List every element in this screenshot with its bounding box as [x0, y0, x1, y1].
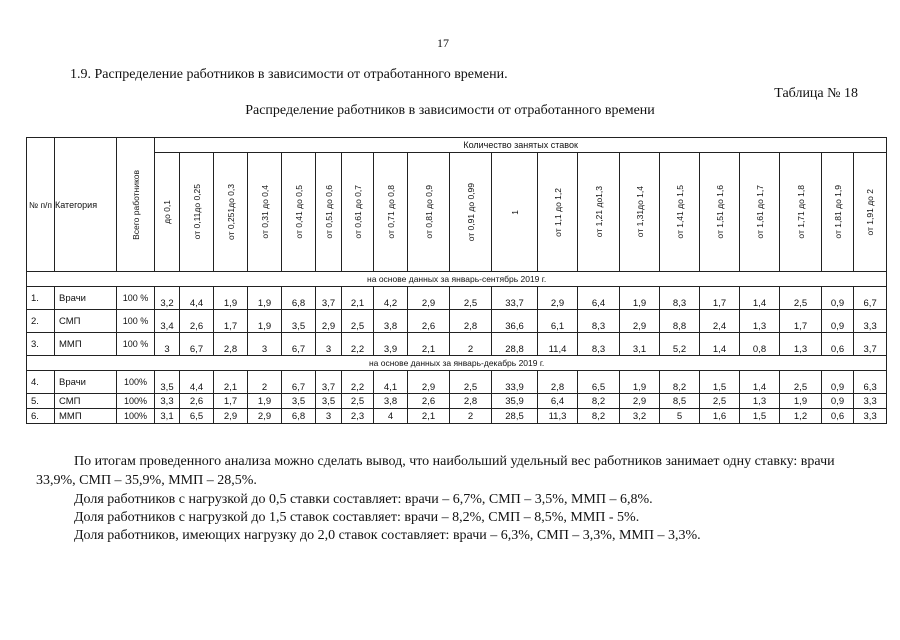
table-number: Таблица № 18 [774, 86, 858, 101]
table-cell: 3,4 [155, 310, 180, 333]
table-cell: 1,4 [700, 333, 740, 356]
col-header-qty [780, 153, 822, 272]
table-cell: 33,9 [492, 371, 538, 394]
table-cell: 3 [155, 333, 180, 356]
table-cell: 6,7 [854, 287, 887, 310]
table-row [27, 333, 887, 356]
distribution-table [26, 137, 887, 424]
table-cell: 6,7 [282, 371, 316, 394]
conclusion-4: Доля работников, имеющих нагрузку до 2,0 ставок составляет: врачи – 6,3%, СМП – 3,3%, ММП – 3,3%. [74, 528, 701, 543]
table-cell: 3,5 [282, 310, 316, 333]
row-category: ММП [55, 333, 117, 356]
col-header-qty-label: от 0,11до 0,25 [191, 184, 202, 240]
table-cell: 3,1 [620, 333, 660, 356]
col-header-qty [155, 153, 180, 272]
col-header-qty [180, 153, 214, 272]
table-cell: 8,5 [660, 394, 700, 409]
page-number: 17 [437, 36, 449, 50]
col-header-qty [492, 153, 538, 272]
table-cell: 2,6 [180, 394, 214, 409]
table-cell: 1,9 [214, 287, 248, 310]
table-cell: 1,2 [780, 409, 822, 424]
conclusion-2: Доля работников с нагрузкой до 0,5 ставки составляет: врачи – 6,7%, СМП – 3,5%, ММП – 6,8%. [74, 492, 653, 507]
col-header-qty [450, 153, 492, 272]
table-cell: 0,6 [822, 409, 854, 424]
table-cell: 11,4 [538, 333, 578, 356]
col-header-qty-label: от 0,71 до 0,8 [385, 185, 396, 239]
table-cell: 2,2 [342, 333, 374, 356]
col-header-qty-label: от 0,51 до 0,6 [323, 185, 334, 239]
table-cell: 6,5 [578, 371, 620, 394]
row-number: 2. [27, 310, 55, 333]
table-cell: 3,1 [155, 409, 180, 424]
col-header-qty [214, 153, 248, 272]
table-cell: 2,9 [538, 287, 578, 310]
table-cell: 6,1 [538, 310, 578, 333]
table-cell: 2,1 [342, 287, 374, 310]
table-cell: 6,4 [538, 394, 578, 409]
table-cell: 3,9 [374, 333, 408, 356]
table-cell: 1,5 [700, 371, 740, 394]
col-header-qty [700, 153, 740, 272]
table-cell: 3,5 [316, 394, 342, 409]
table-cell: 5,2 [660, 333, 700, 356]
table-cell: 5 [660, 409, 700, 424]
col-header-number: № п/п [27, 138, 55, 272]
col-header-qty [620, 153, 660, 272]
table-cell: 0,9 [822, 310, 854, 333]
table-cell: 3,8 [374, 394, 408, 409]
table-cell: 1,9 [248, 287, 282, 310]
table-cell: 2,9 [248, 409, 282, 424]
table-cell: 11,3 [538, 409, 578, 424]
table-cell: 1,7 [700, 287, 740, 310]
table-cell: 2,9 [214, 409, 248, 424]
table-cell: 0,8 [740, 333, 780, 356]
col-header-qty-label: от 1,1 до 1,2 [552, 187, 563, 237]
table-cell: 4 [374, 409, 408, 424]
table-cell: 3 [316, 409, 342, 424]
table-cell: 2,9 [408, 287, 450, 310]
col-header-qty [248, 153, 282, 272]
table-cell: 1,3 [740, 310, 780, 333]
row-number: 5. [27, 394, 55, 409]
table-cell: 8,2 [578, 409, 620, 424]
table-cell: 0,9 [822, 394, 854, 409]
table-cell: 3 [316, 333, 342, 356]
col-header-qty [660, 153, 700, 272]
table-cell: 6,3 [854, 371, 887, 394]
col-header-qty-label: до 0,1 [162, 200, 172, 224]
row-total: 100% [117, 371, 155, 394]
table-cell: 3,5 [155, 371, 180, 394]
table-cell: 6,7 [180, 333, 214, 356]
row-number: 1. [27, 287, 55, 310]
table-cell: 2,8 [214, 333, 248, 356]
table-cell: 3,8 [374, 310, 408, 333]
table-cell: 1,4 [740, 371, 780, 394]
table-cell: 8,3 [578, 310, 620, 333]
table-cell: 2,5 [342, 310, 374, 333]
table-cell: 1,3 [740, 394, 780, 409]
section-heading: 1.9. Распределение работников в зависимости от отработанного времени. [70, 67, 508, 82]
col-header-qty-label: 1 [509, 209, 520, 215]
table-cell: 3,2 [155, 287, 180, 310]
table-cell: 28,5 [492, 409, 538, 424]
table-cell: 6,8 [282, 287, 316, 310]
table-cell: 6,7 [282, 333, 316, 356]
table-cell: 3,3 [155, 394, 180, 409]
table-cell: 2,6 [408, 310, 450, 333]
table-cell: 1,7 [780, 310, 822, 333]
table-cell: 3 [248, 333, 282, 356]
table-cell: 0,9 [822, 287, 854, 310]
period-label: на основе данных за январь-декабрь 2019 г. [27, 356, 887, 371]
table-cell: 33,7 [492, 287, 538, 310]
table-cell: 8,8 [660, 310, 700, 333]
table-cell: 1,9 [248, 310, 282, 333]
row-total: 100 % [117, 333, 155, 356]
col-header-qty-label: от 0,41 до 0,5 [293, 185, 304, 239]
col-header-qty-label: от 1,71 до 1,8 [795, 185, 806, 239]
table-cell: 1,6 [700, 409, 740, 424]
table-cell: 28,8 [492, 333, 538, 356]
col-header-qty [316, 153, 342, 272]
col-header-qty [740, 153, 780, 272]
table-cell: 1,7 [214, 394, 248, 409]
row-category: Врачи [55, 371, 117, 394]
table-cell: 2,9 [408, 371, 450, 394]
table-cell: 3,2 [620, 409, 660, 424]
col-header-total [117, 138, 155, 272]
table-cell: 6,8 [282, 409, 316, 424]
table-cell: 2,6 [408, 394, 450, 409]
col-header-qty [854, 153, 887, 272]
table-cell: 1,5 [740, 409, 780, 424]
table-cell: 8,3 [578, 333, 620, 356]
table-cell: 6,5 [180, 409, 214, 424]
table-cell: 2 [450, 409, 492, 424]
table-cell: 2,3 [342, 409, 374, 424]
table-cell: 3,3 [854, 409, 887, 424]
row-number: 3. [27, 333, 55, 356]
conclusion-1: По итогам проведенного анализа можно сделать вывод, что наибольший удельный вес работников занимает одну ставку: врачи 33,9%, СМП – 35,9%, ММП – 28,5%. [36, 454, 835, 488]
col-header-qty-label: от 0,251до 0,3 [225, 184, 236, 240]
col-header-qty-label: от 1,91 до 2 [865, 188, 876, 236]
table-row [27, 409, 887, 424]
table-cell: 3,7 [854, 333, 887, 356]
col-header-qty-label: от 0,31 до 0,4 [259, 185, 270, 239]
table-cell: 2,6 [180, 310, 214, 333]
table-cell: 2,5 [700, 394, 740, 409]
row-total: 100 % [117, 287, 155, 310]
col-header-quantity: Количество занятых ставок [155, 138, 887, 153]
table-cell: 2,4 [700, 310, 740, 333]
table-cell: 2,5 [450, 287, 492, 310]
col-header-qty-label: от 1,51 до 1,6 [714, 185, 725, 239]
table-cell: 2,9 [620, 310, 660, 333]
table-cell: 3,3 [854, 310, 887, 333]
row-category: СМП [55, 310, 117, 333]
row-number: 4. [27, 371, 55, 394]
col-header-qty [374, 153, 408, 272]
conclusion-3: Доля работников с нагрузкой до 1,5 ставок составляет: врачи – 8,2%, СМП – 8,5%, ММП - 5%. [74, 510, 640, 525]
col-header-qty-label: от 0,61 до 0,7 [352, 185, 363, 239]
col-header-qty-label: от 1,21 до1,3 [593, 186, 604, 238]
table-cell: 3,7 [316, 287, 342, 310]
table-cell: 2,8 [538, 371, 578, 394]
col-header-qty [822, 153, 854, 272]
table-cell: 0,6 [822, 333, 854, 356]
table-cell: 3,3 [854, 394, 887, 409]
table-cell: 35,9 [492, 394, 538, 409]
table-cell: 2,5 [780, 287, 822, 310]
table-cell: 2,9 [620, 394, 660, 409]
table-cell: 2,8 [450, 394, 492, 409]
col-header-qty-label: от 1,81 до 1,9 [832, 185, 843, 239]
table-cell: 1,9 [248, 394, 282, 409]
table-row [27, 371, 887, 394]
col-header-qty-label: от 1,61 до 1,7 [754, 185, 765, 239]
row-number: 6. [27, 409, 55, 424]
table-cell: 4,1 [374, 371, 408, 394]
col-header-qty [408, 153, 450, 272]
col-header-category: Категория [55, 138, 117, 272]
table-cell: 2 [450, 333, 492, 356]
table-cell: 2,2 [342, 371, 374, 394]
table-row [27, 394, 887, 409]
col-header-qty-label: от 0,91 до 0,99 [465, 182, 476, 242]
table-cell: 4,4 [180, 287, 214, 310]
col-header-qty [578, 153, 620, 272]
table-cell: 2,1 [408, 409, 450, 424]
table-cell: 8,2 [660, 371, 700, 394]
table-cell: 8,2 [578, 394, 620, 409]
row-category: Врачи [55, 287, 117, 310]
table-cell: 2,1 [408, 333, 450, 356]
row-total: 100% [117, 394, 155, 409]
col-header-total-label: Всего работников [130, 169, 141, 240]
table-cell: 6,4 [578, 287, 620, 310]
row-category: ММП [55, 409, 117, 424]
table-cell: 2,1 [214, 371, 248, 394]
table-cell: 2 [248, 371, 282, 394]
period-label: на основе данных за январь-сентябрь 2019 г. [27, 272, 887, 287]
table-cell: 1,4 [740, 287, 780, 310]
table-title: Распределение работников в зависимости от отработанного времени [245, 103, 655, 118]
table-cell: 1,7 [214, 310, 248, 333]
table-cell: 2,8 [450, 310, 492, 333]
col-header-qty-label: от 1,41 до 1,5 [674, 185, 685, 239]
table-cell: 2,5 [342, 394, 374, 409]
table-cell: 2,9 [316, 310, 342, 333]
table-cell: 8,3 [660, 287, 700, 310]
col-header-qty [282, 153, 316, 272]
col-header-qty-label: от 1,31до 1,4 [634, 186, 645, 238]
table-row [27, 310, 887, 333]
row-total: 100% [117, 409, 155, 424]
table-cell: 3,7 [316, 371, 342, 394]
table-cell: 1,3 [780, 333, 822, 356]
col-header-qty [538, 153, 578, 272]
col-header-qty-label: от 0,81 до 0,9 [423, 185, 434, 239]
table-cell: 1,9 [620, 287, 660, 310]
table-row [27, 287, 887, 310]
table-cell: 4,2 [374, 287, 408, 310]
table-cell: 3,5 [282, 394, 316, 409]
row-total: 100 % [117, 310, 155, 333]
table-cell: 4,4 [180, 371, 214, 394]
table-cell: 2,5 [450, 371, 492, 394]
table-cell: 36,6 [492, 310, 538, 333]
col-header-qty [342, 153, 374, 272]
table-cell: 2,5 [780, 371, 822, 394]
table-cell: 1,9 [620, 371, 660, 394]
row-category: СМП [55, 394, 117, 409]
table-cell: 0,9 [822, 371, 854, 394]
table-cell: 1,9 [780, 394, 822, 409]
